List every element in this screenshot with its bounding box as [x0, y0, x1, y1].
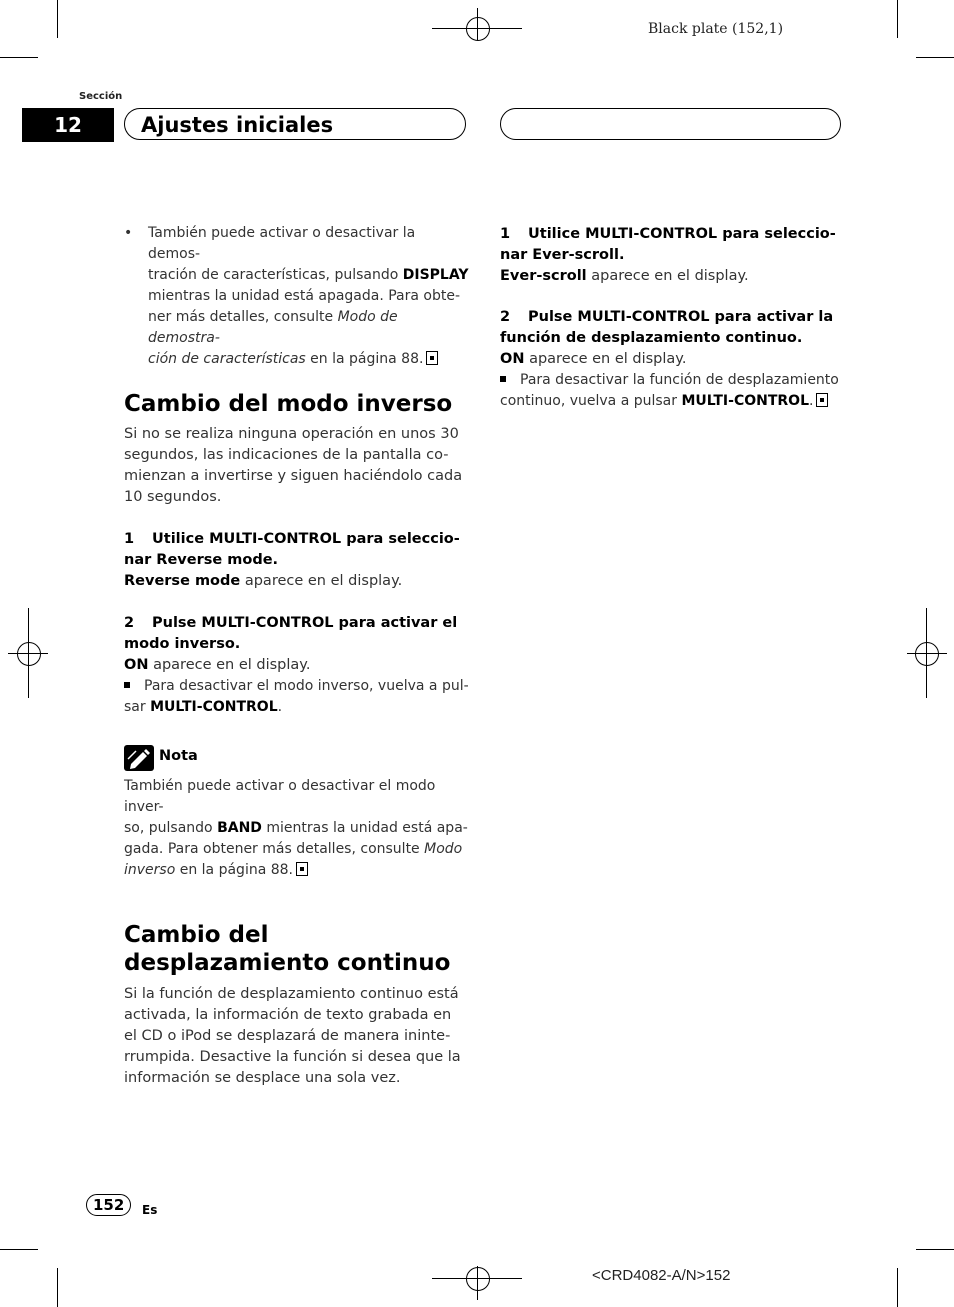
end-mark-icon: [426, 351, 438, 365]
note-line: so, pulsando: [124, 820, 218, 836]
demo-mode-link-2[interactable]: ción de características: [148, 351, 306, 367]
intro-line-3: mientras la unidad está apagada. Para obte-: [148, 288, 461, 304]
result-text: aparece en el display.: [524, 351, 687, 367]
step-number: 1: [500, 226, 511, 242]
section-title-box: [124, 108, 466, 140]
step-text: Pulse MULTI-CONTROL para activar la: [528, 309, 834, 325]
result-keyword: Ever-scroll: [500, 268, 587, 284]
multi-control-keyword: MULTI-CONTROL: [150, 699, 278, 715]
modo-inverso-link[interactable]: Modo: [424, 841, 463, 857]
language-code: Es: [142, 1203, 158, 1217]
ever-scroll-step-1: [500, 224, 845, 287]
result-text: aparece en el display.: [240, 573, 403, 589]
paragraph-line: activada, la información de texto grabada en: [124, 1007, 452, 1023]
crop-mark: [0, 1249, 38, 1250]
note-text: continuo, vuelva a pulsar: [500, 393, 682, 409]
note-text: Para desactivar el modo inverso, vuelva a pul-: [144, 678, 469, 694]
heading-line-2: desplazamiento continuo: [124, 950, 451, 976]
crop-mark: [916, 1249, 954, 1250]
paragraph-line: mienzan a invertirse y siguen haciéndolo cada: [124, 468, 463, 484]
result-keyword: ON: [124, 657, 149, 673]
document-code: <CRD4082-A/N>152: [592, 1267, 731, 1284]
intro-bullet: [124, 223, 469, 370]
step-text: modo inverso.: [124, 636, 241, 652]
note-text: .: [809, 393, 814, 409]
intro-line-5: en la página 88.: [305, 351, 424, 367]
right-header-box: [500, 108, 841, 140]
intro-line-4: ner más detalles, consulte: [148, 309, 338, 325]
heading-desplazamiento-continuo: [124, 921, 450, 977]
section-label: Sección: [79, 91, 123, 102]
result-text: aparece en el display.: [586, 268, 749, 284]
note-line: en la página 88.: [175, 862, 293, 878]
heading-modo-inverso: Cambio del modo inverso: [124, 391, 453, 417]
result-keyword: ON: [500, 351, 525, 367]
registration-circle: [915, 642, 939, 666]
note-label: Nota: [159, 748, 198, 764]
note-text: sar: [124, 699, 151, 715]
step-text: Utilice MULTI-CONTROL para seleccio-: [528, 226, 836, 242]
multi-control-keyword: MULTI-CONTROL: [681, 393, 809, 409]
step-text: Utilice MULTI-CONTROL para seleccio-: [152, 531, 460, 547]
note-text: .: [277, 699, 283, 715]
paragraph-line: segundos, las indicaciones de la pantalla co-: [124, 447, 449, 463]
section-number: 12: [22, 108, 114, 142]
end-mark-icon: [296, 862, 308, 876]
intro-line-2: tración de características, pulsando: [148, 267, 403, 283]
paragraph-line: rrumpida. Desactive la función si desea que la: [124, 1049, 461, 1065]
step-number: 2: [124, 615, 135, 631]
square-bullet-icon: [500, 376, 506, 382]
demo-mode-link[interactable]: Modo de demostra-: [148, 309, 398, 346]
step-text: función de desplazamiento continuo.: [500, 330, 803, 346]
note-line: gada. Para obtener más detalles, consulte: [124, 841, 425, 857]
crop-mark: [897, 1268, 898, 1307]
intro-line-1: También puede activar o desactivar la demos-: [148, 225, 416, 262]
step-number: 1: [124, 531, 135, 547]
note-body: [124, 776, 474, 881]
display-keyword: DISPLAY: [402, 267, 469, 283]
inverso-step-1: [124, 529, 469, 592]
step-text: Pulse MULTI-CONTROL para activar el: [152, 615, 458, 631]
heading-line-1: Cambio del: [124, 922, 269, 948]
band-keyword: BAND: [217, 820, 262, 836]
crop-mark: [57, 0, 58, 38]
note-line: También puede activar o desactivar el modo inver-: [124, 778, 436, 815]
note-pencil-icon: [124, 745, 154, 771]
paragraph-line: Si la función de desplazamiento continuo está: [124, 986, 459, 1002]
result-text: aparece en el display.: [148, 657, 311, 673]
page-number: 152: [86, 1194, 131, 1216]
result-keyword: Reverse mode: [124, 573, 241, 589]
end-mark-icon: [816, 393, 828, 407]
section-title: Ajustes iniciales: [141, 113, 334, 137]
step-text: nar Reverse mode.: [124, 552, 279, 568]
crop-mark: [57, 1268, 58, 1307]
note-text: Para desactivar la función de desplazamiento: [520, 372, 839, 388]
note-line: mientras la unidad está apa-: [261, 820, 468, 836]
registration-circle: [17, 642, 41, 666]
inverso-paragraph: [124, 424, 469, 508]
bullet-dot: •: [124, 225, 133, 241]
modo-inverso-link-2[interactable]: inverso: [124, 862, 176, 878]
paragraph-line: 10 segundos.: [124, 489, 222, 505]
crop-mark: [897, 0, 898, 38]
square-bullet-icon: [124, 682, 130, 688]
crop-mark: [916, 57, 954, 58]
ever-scroll-step-2: [500, 307, 850, 412]
paragraph-line: información se desplace una sola vez.: [124, 1070, 401, 1086]
plate-label: Black plate (152,1): [648, 21, 784, 37]
inverso-step-2: [124, 613, 469, 718]
step-text: nar Ever-scroll.: [500, 247, 625, 263]
crop-mark: [0, 57, 38, 58]
paragraph-line: Si no se realiza ninguna operación en unos 30: [124, 426, 459, 442]
registration-circle: [466, 1267, 490, 1291]
registration-circle: [466, 17, 490, 41]
paragraph-line: el CD o iPod se desplazará de manera ininte-: [124, 1028, 451, 1044]
continuo-paragraph: [124, 984, 469, 1089]
step-number: 2: [500, 309, 511, 325]
